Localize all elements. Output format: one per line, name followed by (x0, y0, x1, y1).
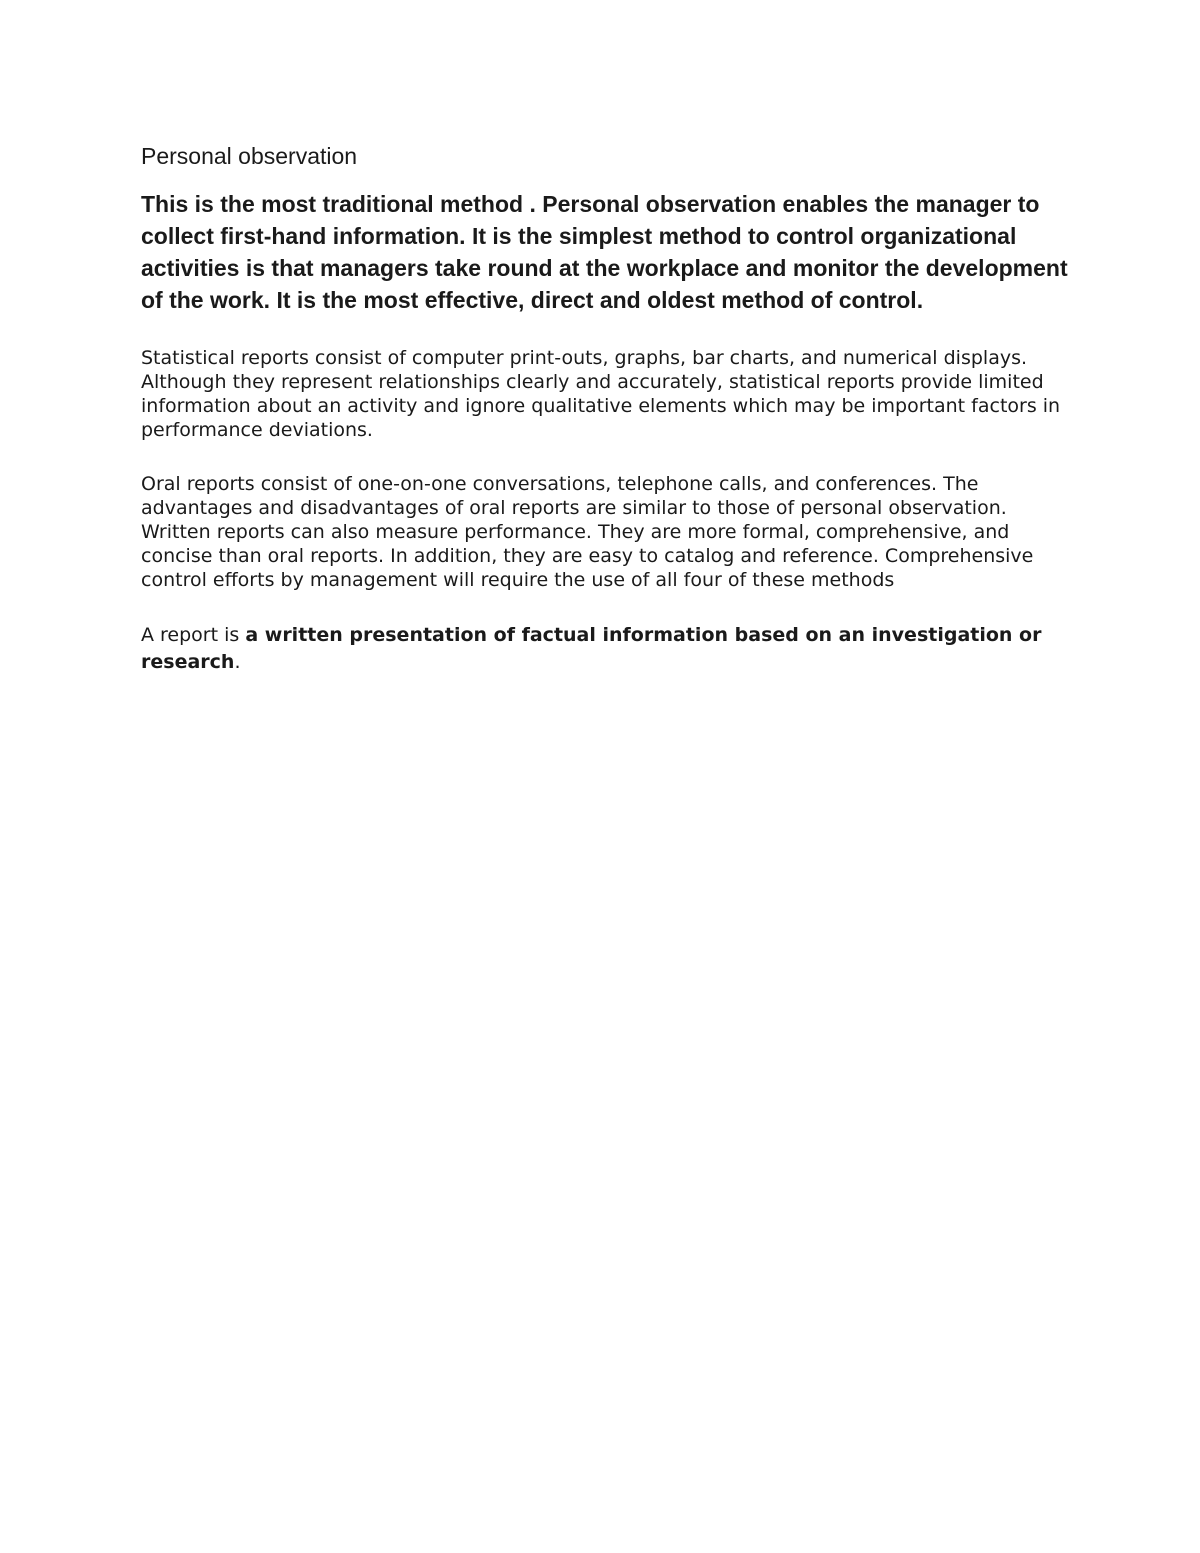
statistical-reports-paragraph: Statistical reports consist of computer print-outs, graphs, bar charts, and numerical displays. Although they represent relationships clearly and accurately, statistical reports provide limited information about an activity and ignore qualitative elements which may be important factors in performance deviations. (141, 347, 1061, 441)
oral-reports-paragraph: Oral reports consist of one-on-one conversations, telephone calls, and conferences. The advantages and disadvantages of oral reports are similar to those of personal observation. Written reports can also measure performance. They are more formal, comprehensive, and concise than oral reports. In addition, they are easy to catalog and reference. Comprehensive control efforts by management will require the use of all four of these methods (141, 473, 1034, 591)
lead-paragraph: This is the most traditional method . Personal observation enables the manager to collect first-hand information. It is the simplest method to control organizational activities is that managers take round at the workplace and monitor the development of the work. It is the most effective, direct and oldest method of control. (141, 191, 1068, 313)
definition-emphasis: a written presentation of factual information based on an investigation or research (141, 624, 1042, 673)
definition-prefix: A report is (141, 624, 246, 646)
definition-suffix: . (234, 651, 241, 673)
report-definition-paragraph (141, 622, 1071, 676)
document-page (141, 140, 1071, 676)
section-heading: Personal observation (141, 143, 358, 169)
